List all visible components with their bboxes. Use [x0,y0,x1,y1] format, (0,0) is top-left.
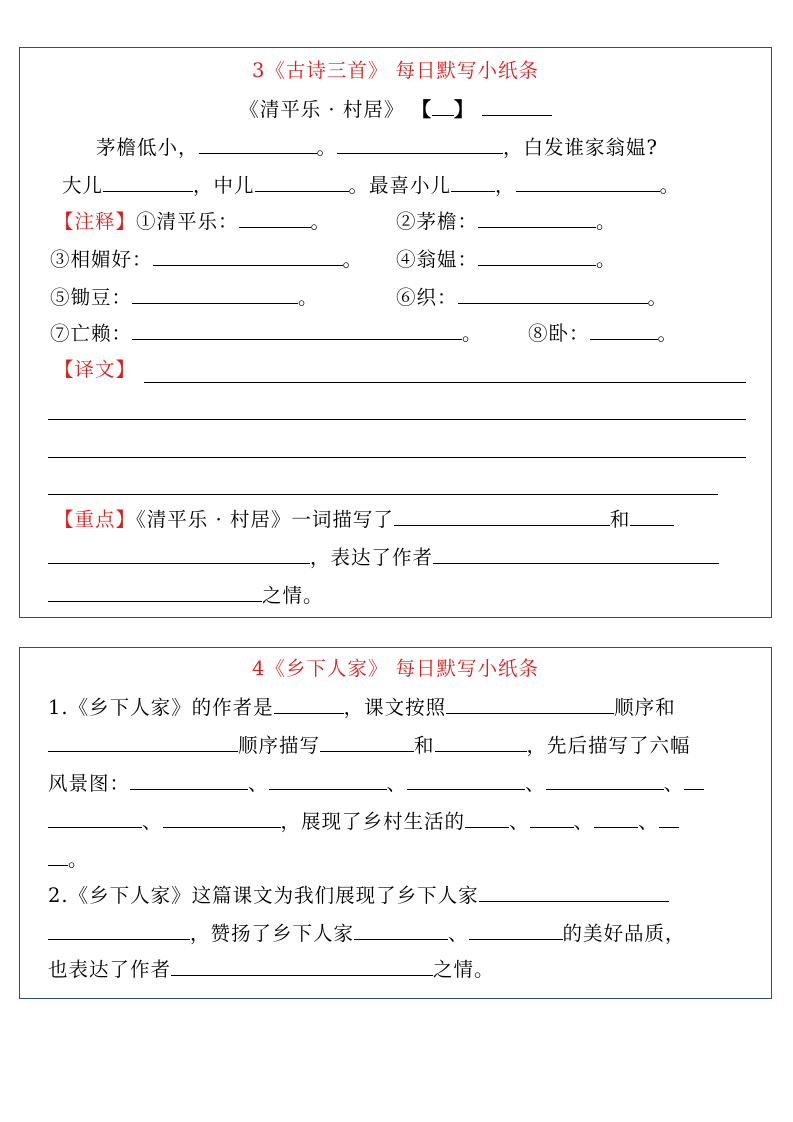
translation-line[interactable] [48,457,746,458]
notes-row-1b: ②茅檐： 。 [396,207,617,233]
note-blank[interactable] [590,319,658,340]
answer-blank[interactable] [446,693,614,714]
q2-row-1: 2.《乡下人家》这篇课文为我们展现了乡下人家 [48,881,669,907]
card-title: 3《古诗三首》 每日默写小纸条 [251,59,540,82]
translation-label: 【译文】 [54,358,137,381]
translation-line[interactable] [144,382,746,383]
answer-blank[interactable] [435,731,527,752]
answer-blank[interactable] [48,845,68,866]
poem-blank[interactable] [199,133,317,154]
answer-blank[interactable] [684,769,704,790]
answer-blank[interactable] [48,731,238,752]
worksheet-card-poems [19,47,772,618]
answer-blank[interactable] [659,807,679,828]
dynasty-blank[interactable] [482,95,552,116]
answer-blank[interactable] [163,807,281,828]
answer-blank[interactable] [530,807,574,828]
notes-row-4: ⑦亡赖： 。 [50,319,483,345]
key-blank[interactable] [433,543,719,564]
notes-row-3: ⑤锄豆： 。 [50,283,319,309]
card-title: 4《乡下人家》 每日默写小纸条 [251,657,540,680]
answer-blank[interactable] [479,881,669,902]
answer-blank[interactable] [546,769,664,790]
note-blank[interactable] [458,283,648,304]
author-blank[interactable] [432,95,454,116]
q1-row-5: 。 [48,845,89,871]
translation-line[interactable] [48,494,718,495]
key-point-row-2: ，表达了作者 [48,543,719,569]
answer-blank[interactable] [274,693,344,714]
note-blank[interactable] [132,319,462,340]
poem-blank[interactable] [103,171,193,192]
answer-blank[interactable] [354,919,448,940]
note-blank[interactable] [153,245,343,266]
key-blank[interactable] [630,505,674,526]
q1-row-3: 风景图： 、 、 、 、 [48,769,704,795]
note-blank[interactable] [478,245,596,266]
poem-blank[interactable] [255,171,349,192]
q2-row-2: ，赞扬了乡下人家 、 的美好品质， [48,919,686,945]
q1-row-2: 顺序描写 和 ，先后描写了六幅 [48,731,691,757]
answer-blank[interactable] [48,919,190,940]
key-blank[interactable] [394,505,610,526]
notes-row-2: ③相媚好： 。 [50,245,363,271]
q2-row-3: 也表达了作者 之情。 [48,955,495,981]
answer-blank[interactable] [465,807,509,828]
q1-row-1: 1.《乡下人家》的作者是 ，课文按照 顺序和 [48,693,676,719]
answer-blank[interactable] [320,731,414,752]
notes-label: 【注释】 [54,210,137,233]
worksheet-card-rural-homes [19,647,772,999]
q1-row-4: 、 ，展现了乡村生活的 、 、 、 [48,807,679,833]
poem-blank[interactable] [451,171,495,192]
poem-blank[interactable] [337,133,503,154]
note-blank[interactable] [478,207,596,228]
poem-blank[interactable] [516,171,660,192]
key-point-row-1: 【重点】《清平乐 · 村居》一词描写了 和 [54,505,674,531]
note-blank[interactable] [239,207,311,228]
answer-blank[interactable] [594,807,638,828]
answer-blank[interactable] [130,769,248,790]
poem-heading: 《清平乐 · 村居》 【 】 [20,95,771,121]
poem-title: 《清平乐 · 村居》 [239,98,405,121]
notes-row-4b: ⑧卧： 。 [528,319,678,345]
answer-blank[interactable] [407,769,525,790]
answer-blank[interactable] [469,919,563,940]
key-point-row-3: 之情。 [48,581,324,607]
notes-row-3b: ⑥织： 。 [396,283,668,309]
answer-blank[interactable] [171,955,433,976]
key-blank[interactable] [48,581,262,602]
key-blank[interactable] [48,543,310,564]
answer-blank[interactable] [48,807,142,828]
poem-line-2: 大儿 ，中儿 。最喜小儿 ， 。 [62,171,680,197]
poem-line-1: 茅檐低小， 。 ，白发谁家翁媪? [96,133,658,159]
translation-line[interactable] [48,419,746,420]
note-blank[interactable] [132,283,298,304]
notes-row-2b: ④翁媪： 。 [396,245,617,271]
key-label: 【重点】 [54,508,137,531]
answer-blank[interactable] [269,769,387,790]
notes-row-1: 【注释】①清平乐： 。 [54,207,331,233]
